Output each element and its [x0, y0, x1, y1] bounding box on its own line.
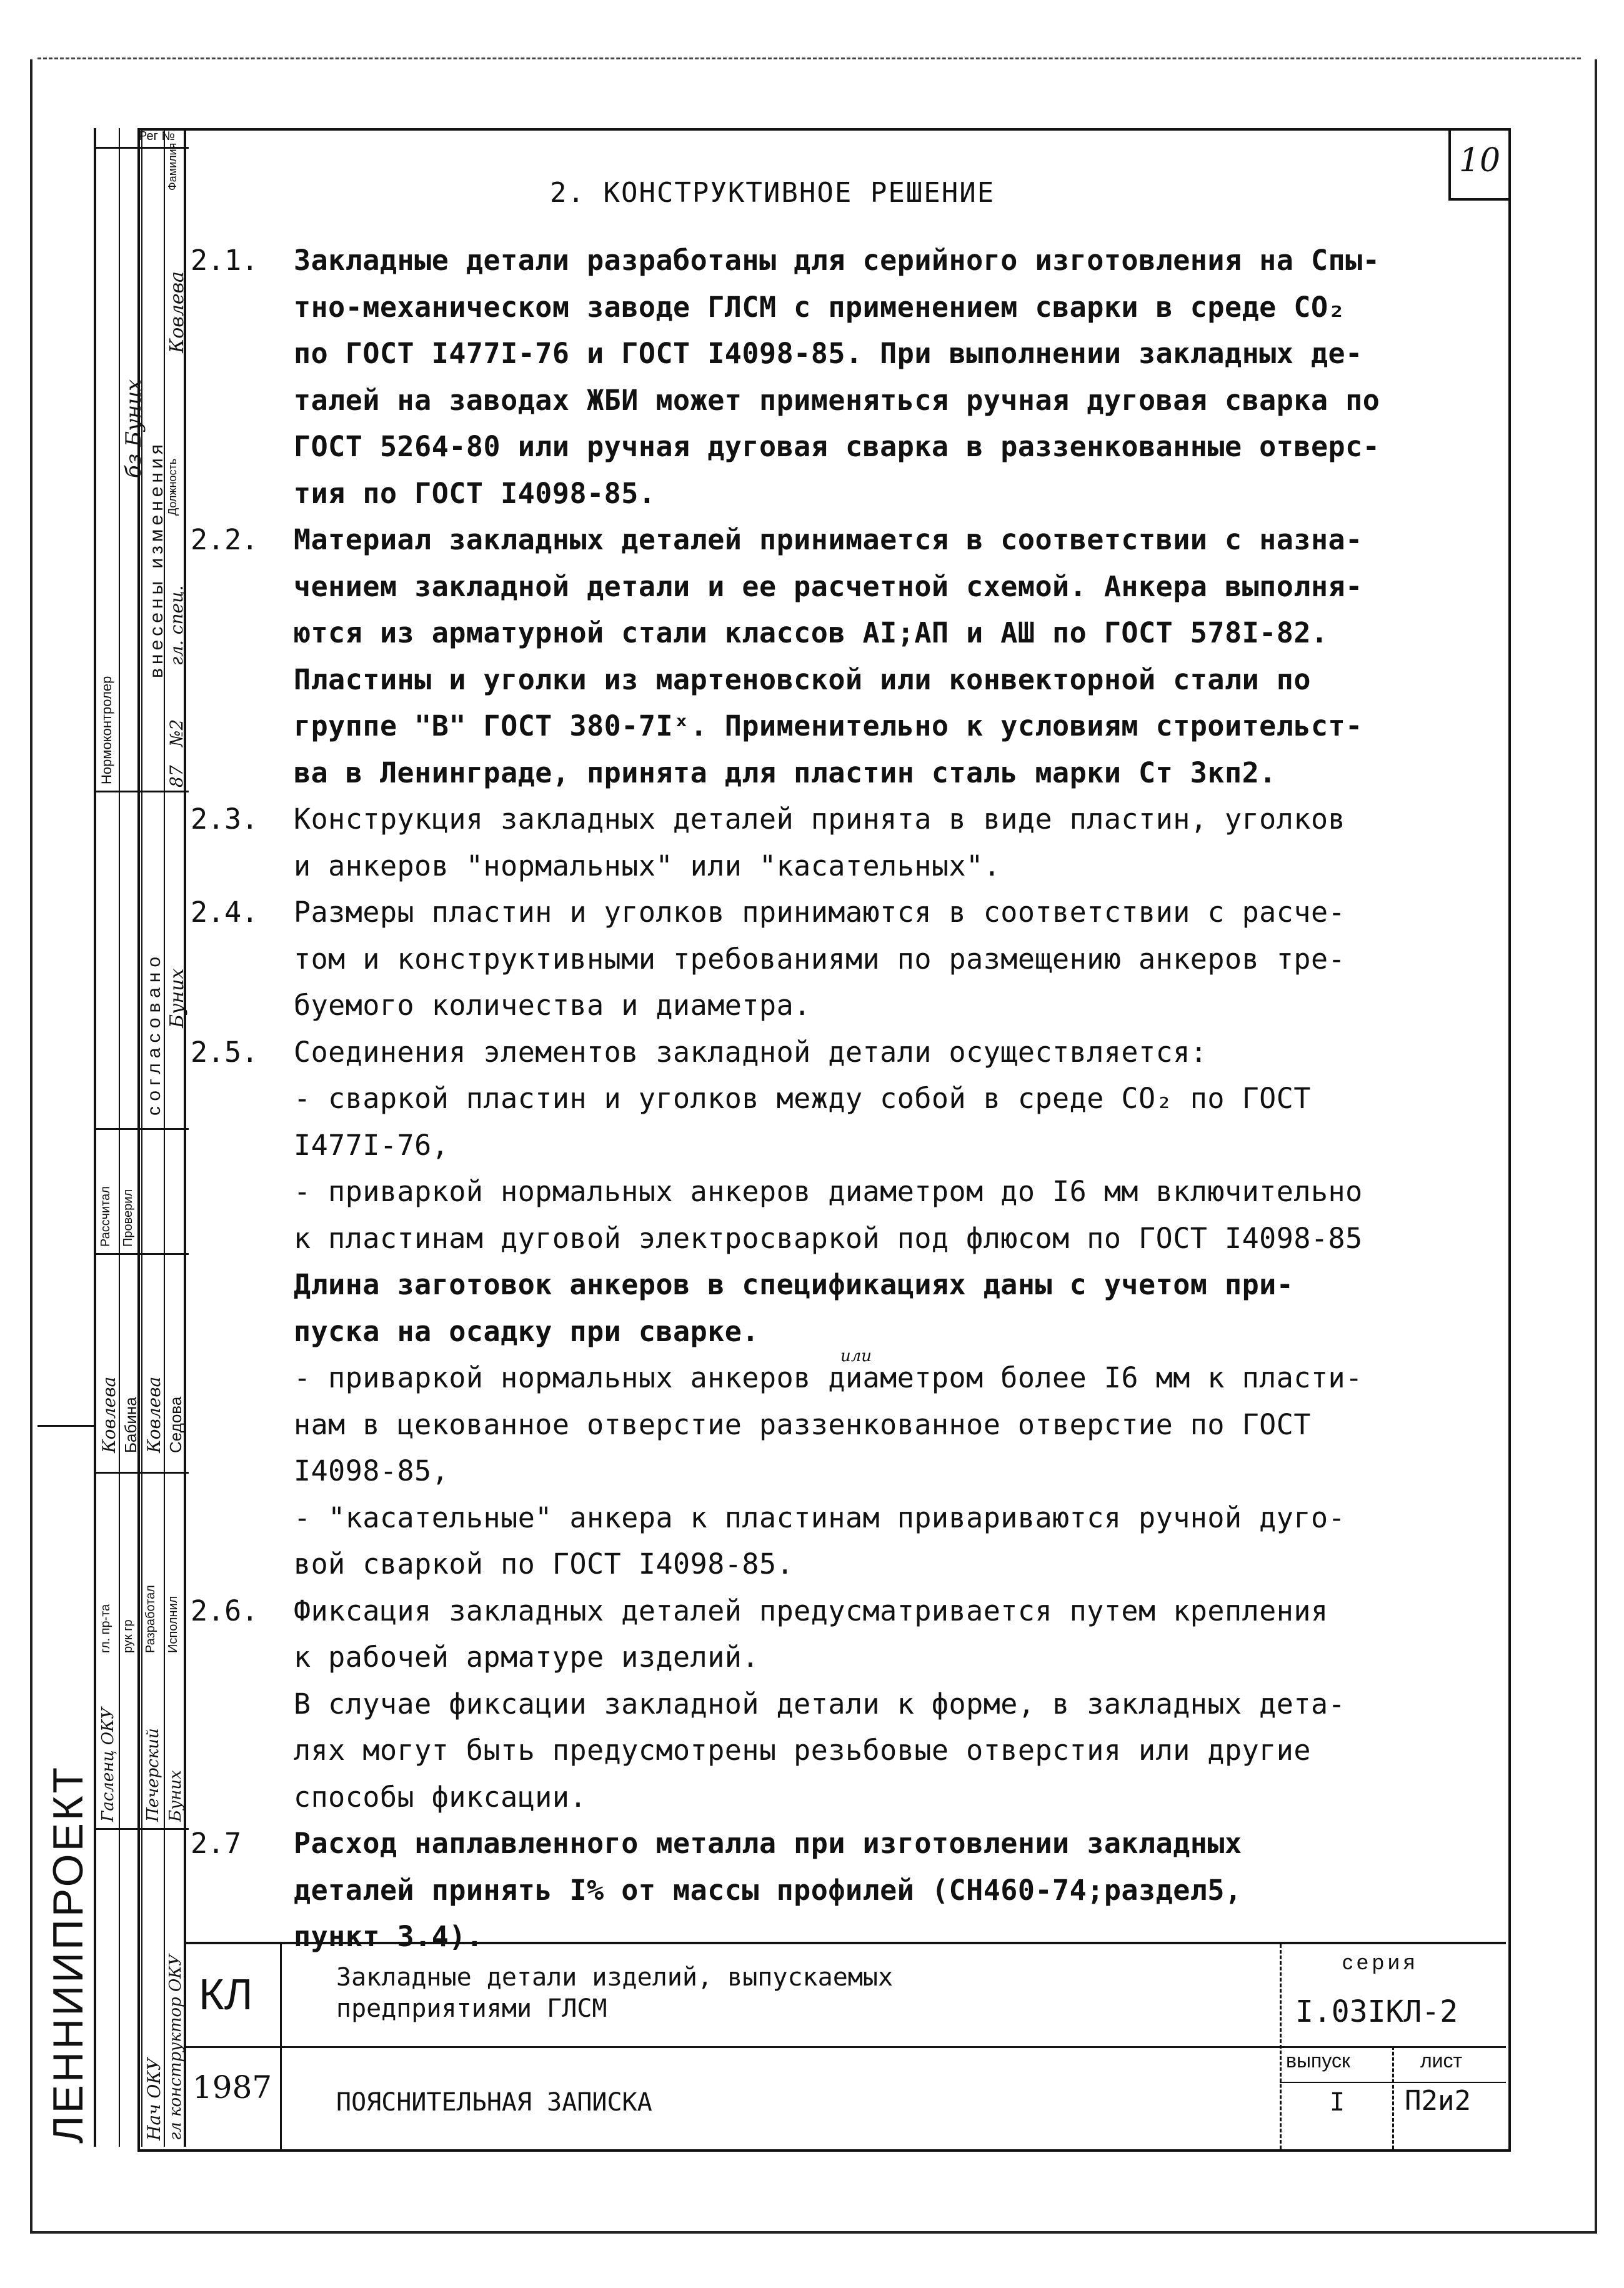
- tb-doc-type: ПОЯСНИТЕЛЬНАЯ ЗАПИСКА: [336, 2088, 652, 2117]
- text-line: І477І-76,: [294, 1128, 449, 1162]
- text-line: І4098-85,: [294, 1454, 449, 1487]
- sheet-number-box: [1448, 128, 1508, 201]
- bottom-name-1: Нач ОКУ: [144, 2057, 164, 2141]
- raschital-name-2: Бабина: [121, 1397, 140, 1453]
- changes-header: внесены изменения: [146, 441, 167, 678]
- text-line: Конструкция закладных деталей принята в виде пластин, уголков: [294, 802, 1346, 836]
- role-name-1: Гасленц ОКУ: [99, 1707, 117, 1822]
- changes-surname: Ковлева: [166, 271, 188, 353]
- paragraph-number: 2.3.: [191, 802, 259, 836]
- stamp-col-divider: [164, 128, 165, 2147]
- reg-no-label: Рег №: [139, 129, 175, 143]
- text-line: В случае фиксации закладной детали к форме, в закладных дета-: [294, 1687, 1346, 1721]
- stamp-row-line: [96, 791, 189, 792]
- role-ispolnil: Исполнил: [166, 1596, 180, 1653]
- text-line: Пластины и уголки из мартеновской или конвекторной стали по: [294, 662, 1311, 696]
- text-line: - "касательные" анкера к пластинам привариваются ручной дуго-: [294, 1501, 1346, 1534]
- raschital-name-1: Ковлева: [99, 1376, 119, 1453]
- role-name-2: Печерский: [144, 1728, 162, 1822]
- text-line: том и конструктивными требованиями по размещению анкеров тре-: [294, 942, 1346, 976]
- soglasovano-label: согласовано: [144, 951, 164, 1116]
- text-line: - приваркой нормальных анкеров диаметром более І6 мм к пласти-: [294, 1361, 1363, 1394]
- paragraph-number: 2.1.: [191, 244, 259, 277]
- bottom-name-2: гл конструктор ОКУ: [166, 1954, 185, 2141]
- organization-divider: [37, 1425, 94, 1427]
- changes-extra: бз Буних: [121, 379, 146, 478]
- tb-divider: [1280, 2082, 1506, 2083]
- changes-position: гл. спец.: [166, 585, 187, 666]
- stamp-row-line: [96, 1253, 189, 1255]
- paragraph-number: 2.2.: [191, 523, 259, 556]
- text-line: вой сваркой по ГОСТ І4098-85.: [294, 1547, 794, 1581]
- tb-series-value: І.03ІКЛ-2: [1295, 1994, 1458, 2029]
- text-line: лях могут быть предусмотрены резьбовые отверстия или другие: [294, 1734, 1311, 1767]
- soglasovano-name: Буних: [166, 968, 188, 1028]
- section-title: 2. КОНСТРУКТИВНОЕ РЕШЕНИЕ: [550, 177, 995, 209]
- text-line: тия по ГОСТ І4098-85.: [294, 476, 656, 510]
- stamp-row-line: [96, 1828, 189, 1830]
- annotation-ili: или: [840, 1347, 872, 1366]
- tb-code: КЛ: [199, 1970, 253, 2019]
- text-line: ва в Ленинграде, принята для пластин сталь марки Ст 3кп2.: [294, 756, 1277, 789]
- role-name-3: Буних: [166, 1770, 185, 1822]
- raschital-name-4: Седова: [166, 1396, 185, 1453]
- tb-name-line2: предприятиями ГЛСМ: [336, 1994, 607, 2023]
- organization-name: ЛЕННИИПРОЕКТ: [44, 1764, 92, 2144]
- text-line: пуска на осадку при сварке.: [294, 1314, 759, 1348]
- text-line: Длина заготовок анкеров в спецификациях даны с учетом при-: [294, 1268, 1294, 1301]
- text-line: способы фиксации.: [294, 1780, 587, 1814]
- tb-issue-label: выпуск: [1286, 2049, 1350, 2072]
- paragraph-number: 2.6.: [191, 1594, 259, 1627]
- tb-sheet-label: лист: [1420, 2049, 1463, 2072]
- text-line: Фиксация закладных деталей предусматривается путем крепления: [294, 1594, 1328, 1627]
- tb-issue-value: І: [1330, 2088, 1345, 2117]
- tb-name-line1: Закладные детали изделий, выпускаемых: [336, 1963, 894, 1992]
- text-line: - приваркой нормальных анкеров диаметром до І6 мм включительно: [294, 1175, 1363, 1208]
- text-line: буемого количества и диаметра.: [294, 989, 811, 1022]
- stamp-row-line: [96, 1472, 189, 1474]
- raschital-name-3: Ковлева: [144, 1376, 164, 1453]
- tb-divider: [186, 2046, 1506, 2048]
- text-line: - сваркой пластин и уголков между собой в среде СО₂ по ГОСТ: [294, 1082, 1311, 1115]
- tb-sheet-value: П2и2: [1405, 2085, 1471, 2117]
- text-line: Расход наплавленного металла при изготовлении закладных: [294, 1827, 1242, 1860]
- sheet-number: 10: [1458, 142, 1501, 179]
- text-line: группе "В" ГОСТ 380-7Іˣ. Применительно к условиям строительст-: [294, 709, 1363, 742]
- text-line: и анкеров "нормальных" или "касательных".: [294, 849, 1001, 882]
- text-line: к пластинам дуговой электросваркой под флюсом по ГОСТ І4098-85: [294, 1221, 1363, 1255]
- paragraph-number: 2.4.: [191, 896, 259, 929]
- text-line: Материал закладных деталей принимается в соответствии с назна-: [294, 523, 1363, 556]
- tb-year: 1987: [192, 2069, 272, 2106]
- role-gip: гл. пр-та: [99, 1604, 112, 1653]
- stamp-col-divider: [119, 128, 120, 2147]
- text-line: чением закладной детали и ее расчетной схемой. Анкера выполня-: [294, 569, 1363, 603]
- text-line: к рабочей арматуре изделий.: [294, 1641, 759, 1674]
- role-razrabotal: Разработал: [144, 1585, 157, 1653]
- text-line: пункт 3.4).: [294, 1920, 484, 1953]
- stamp-row-line: [96, 1128, 189, 1130]
- stamp-grid: [94, 128, 189, 2147]
- text-line: нам в цекованное отверстие раззенкованное отверстие по ГОСТ: [294, 1407, 1311, 1441]
- changes-regno: №2: [166, 719, 187, 747]
- text-line: по ГОСТ І477І-76 и ГОСТ І4098-85. При выполнении закладных де-: [294, 337, 1363, 370]
- text-line: деталей принять І% от массы профилей (СН460-74;раздел5,: [294, 1873, 1242, 1907]
- text-line: ются из арматурной стали классов АІ;АП и АШ по ГОСТ 578І-82.: [294, 616, 1328, 649]
- tb-series-label: серия: [1342, 1951, 1419, 1974]
- raschital-label: Рассчитал: [99, 1186, 112, 1247]
- changes-date: 87: [166, 765, 187, 787]
- text-line: талей на заводах ЖБИ может применяться ручная дуговая сварка по: [294, 383, 1380, 417]
- proveril-label: Проверил: [121, 1189, 135, 1247]
- tb-divider: [1280, 1944, 1282, 2149]
- changes-col-dolzhnost: Должность: [166, 458, 179, 516]
- normokontroler-label: Нормоконтролер: [99, 676, 114, 784]
- text-line: Соединения элементов закладной детали осуществляется:: [294, 1035, 1208, 1069]
- text-line: Размеры пластин и уголков принимаются в соответствии с расче-: [294, 896, 1346, 929]
- text-line: Закладные детали разработаны для серийного изготовления на Спы-: [294, 244, 1380, 277]
- paragraph-number: 2.7: [191, 1827, 242, 1860]
- title-block: [186, 1942, 1506, 2149]
- tb-divider: [1392, 2046, 1394, 2149]
- text-line: ГОСТ 5264-80 или ручная дуговая сварка в раззенкованные отверс-: [294, 430, 1380, 463]
- paragraph-number: 2.5.: [191, 1035, 259, 1069]
- role-rukgr: рук гр: [121, 1619, 135, 1653]
- changes-col-familia: Фамилия: [166, 142, 179, 191]
- text-line: тно-механическом заводе ГЛСМ с применением сварки в среде СО₂: [294, 290, 1346, 324]
